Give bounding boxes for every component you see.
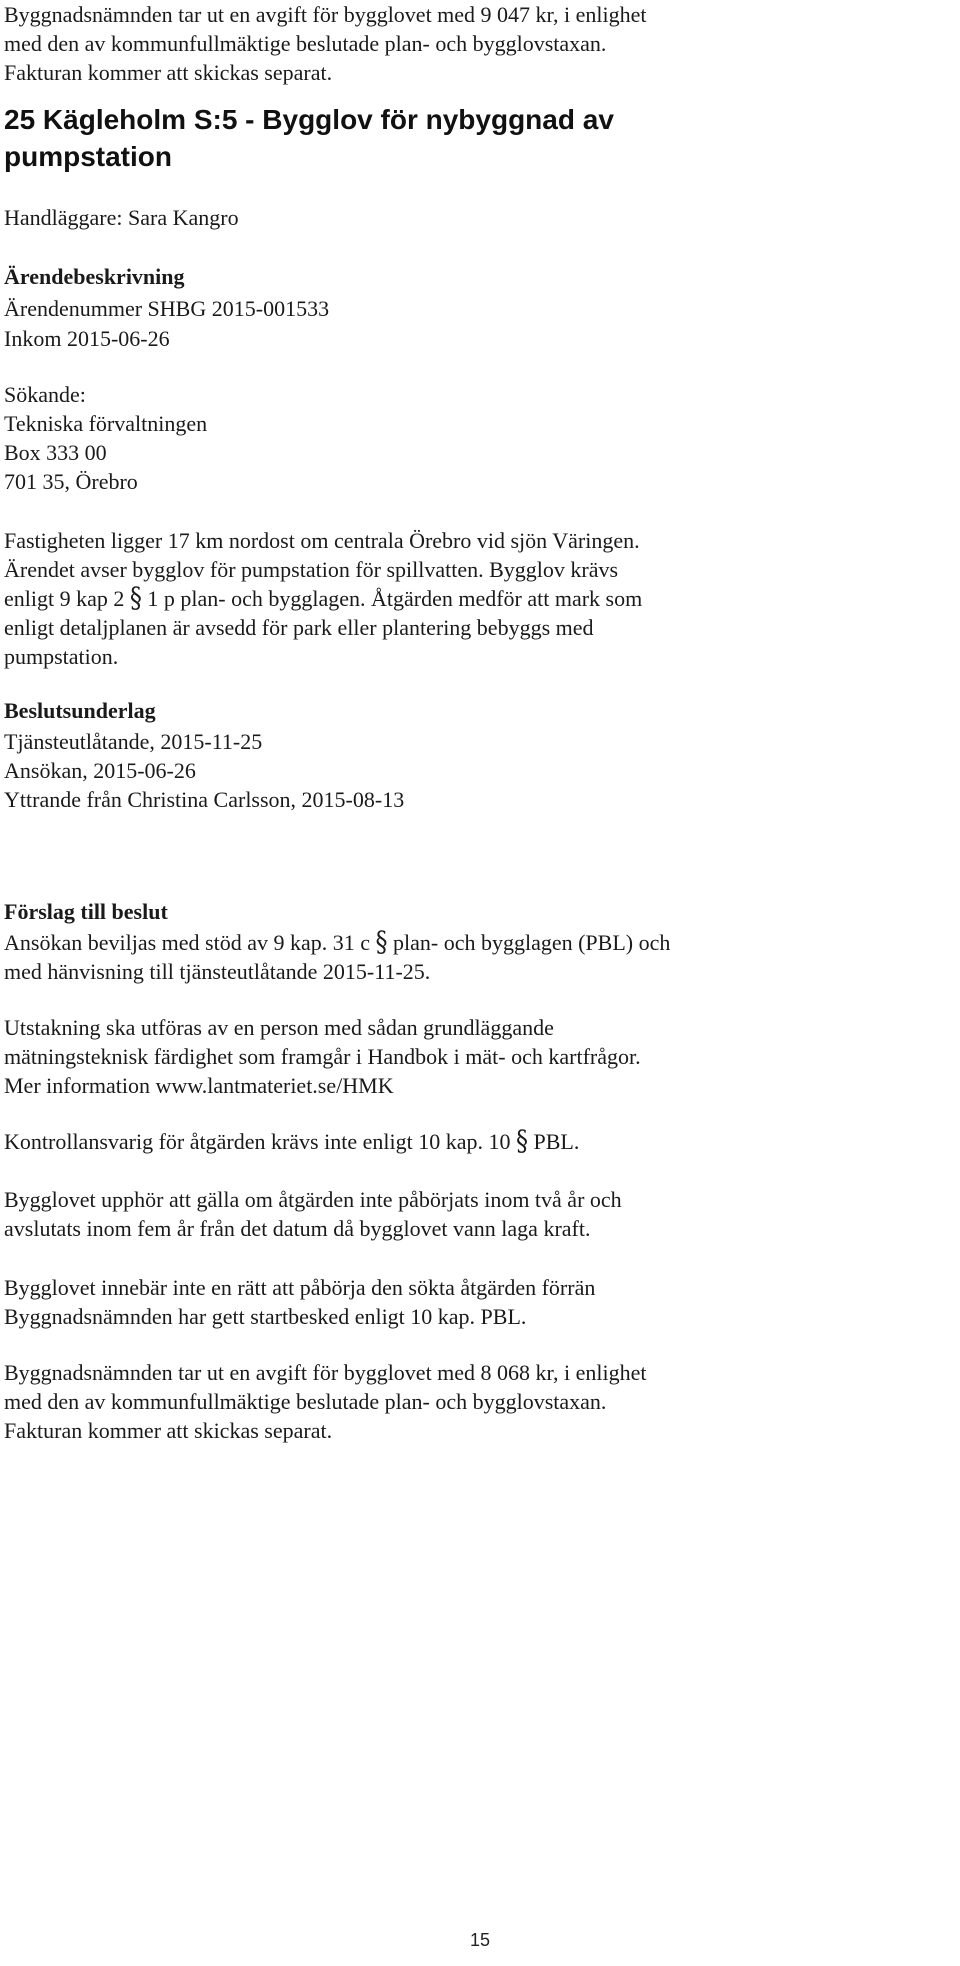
- text-line: Fakturan kommer att skickas separat.: [4, 60, 333, 85]
- section-sign-icon: §: [515, 1124, 528, 1158]
- basis-item: Yttrande från Christina Carlsson, 2015-08-13: [4, 787, 405, 812]
- section-sign-icon: §: [375, 925, 388, 959]
- basis-heading: Beslutsunderlag: [4, 698, 156, 723]
- proposal-paragraph-6: Byggnadsnämnden tar ut en avgift för bygglovet med 8 068 kr, i enlighet med den av kommunfullmäktige beslutade plan- och bygglovstaxan. Fakturan kommer att skickas separat.: [4, 1360, 647, 1443]
- text-line: Byggnadsnämnden tar ut en avgift för bygglovet med 9 047 kr, i enlighet: [4, 2, 647, 27]
- case-number: Ärendenummer SHBG 2015-001533: [4, 296, 330, 321]
- proposal-paragraph-2: Utstakning ska utföras av en person med sådan grundläggande mätningsteknisk färdighet som framgår i Handbok i mät- och kartfrågor. Mer information www.lantmateriet.se/HMK: [4, 1015, 641, 1098]
- applicant-line: Box 333 00: [4, 440, 107, 465]
- proposal-paragraph-1: Ansökan beviljas med stöd av 9 kap. 31 c § plan- och bygglagen (PBL) och med hänvisning till tjänsteutlåtande 2015-11-25.: [4, 925, 671, 984]
- applicant-block: [4, 380, 207, 496]
- applicant-label: Sökande:: [4, 382, 86, 407]
- proposal-paragraph-5: Bygglovet innebär inte en rätt att påbörja den sökta åtgärden förrän Byggnadsnämnden har gett startbesked enligt 10 kap. PBL.: [4, 1275, 596, 1329]
- applicant-line: 701 35, Örebro: [4, 469, 138, 494]
- item-title: 25 Kägleholm S:5 - Bygglov för nybyggnad av pumpstation: [4, 104, 614, 172]
- basis-item: Tjänsteutlåtande, 2015-11-25: [4, 729, 263, 754]
- proposal-heading: Förslag till beslut: [4, 899, 168, 924]
- section-sign-icon: §: [129, 581, 142, 615]
- received-date: Inkom 2015-06-26: [4, 326, 170, 351]
- basis-item: Ansökan, 2015-06-26: [4, 758, 196, 783]
- proposal-paragraph-4: Bygglovet upphör att gälla om åtgärden inte påbörjats inom två år och avslutats inom fem år från det datum då bygglovet vann laga kraft.: [4, 1187, 622, 1241]
- page-number: 15: [469, 1930, 491, 1950]
- text-line: med den av kommunfullmäktige beslutade plan- och bygglovstaxan.: [4, 31, 607, 56]
- proposal-paragraph-3: Kontrollansvarig för åtgärden krävs inte enligt 10 kap. 10 § PBL.: [4, 1124, 580, 1158]
- info-link: Mer information www.lantmateriet.se/HMK: [4, 1073, 394, 1098]
- description-heading: Ärendebeskrivning: [4, 264, 185, 289]
- previous-fee-paragraph: [4, 0, 646, 87]
- description-body: Fastigheten ligger 17 km nordost om centrala Örebro vid sjön Väringen. Ärendet avser bygglov för pumpstation för spillvatten. Bygglov krävs enligt 9 kap 2 § 1 p plan- och bygglagen. Åtgärden medför att mark som enligt detaljplanen är avsedd för park eller plantering bebyggs med pumpstation.: [4, 528, 643, 669]
- applicant-line: Tekniska förvaltningen: [4, 411, 208, 436]
- basis-list: [4, 727, 404, 814]
- handler-line: Handläggare: Sara Kangro: [4, 205, 239, 230]
